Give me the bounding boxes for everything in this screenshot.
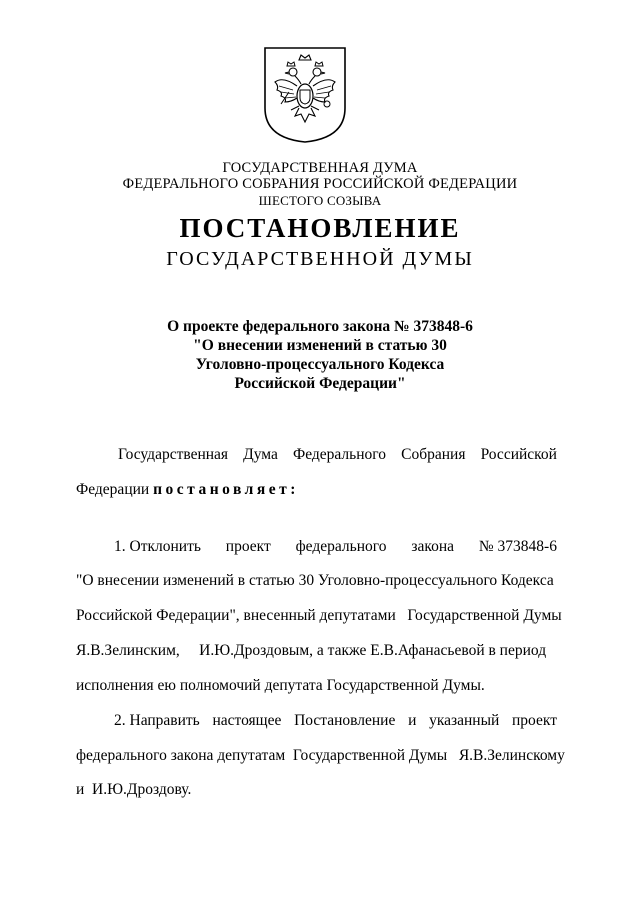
subject-line-2: "О внесении изменений в статью 30 [193,337,447,354]
item-2-word: Постановление [294,712,396,729]
preamble-word: Российской [480,446,557,463]
item-2-word: и [408,712,417,729]
item-1-line-4: Я.В.Зелинским, И.Ю.Дроздовым, а также Е.В.Афанасьевой в период [76,642,547,659]
item-1-line-5: исполнения ею полномочий депутата Государственной Думы. [76,677,485,694]
item-2-line-3: и И.Ю.Дроздову. [76,781,192,798]
item-1-word: федерального [295,538,387,555]
item-2-word: настоящее [212,712,282,729]
preamble-line-1 [118,446,557,464]
item-2-word: проект [512,712,557,729]
convocation-line: ШЕСТОГО СОЗЫВА [258,193,382,208]
item-2-line-1 [114,712,557,730]
item-1-line-2: "О внесении изменений в статью 30 Уголовно-процессуального Кодекса [76,572,554,589]
org-name-line-1: ГОСУДАРСТВЕННАЯ ДУМА [222,160,418,176]
preamble-federation: Федерации [76,481,150,498]
preamble-word: Государственная [118,446,229,463]
subject-block [0,317,640,393]
item-2-word: 2. Направить [114,712,200,729]
item-1-word: проект [225,538,271,555]
subject-line-4: Российской Федерации" [234,375,406,392]
preamble-word: Дума [243,446,278,463]
item-1-word: 1. Отклонить [114,538,201,555]
russian-coat-of-arms-icon [263,46,347,144]
item-1-word: № 373848-6 [478,538,557,555]
resolves-verb: постановляет: [153,481,299,498]
preamble-word: Федерального [292,446,387,463]
subject-line-3: Уголовно-процессуального Кодекса [195,356,445,373]
item-1-line-1 [114,538,557,556]
subject-line-1: О проекте федерального закона № 373848-6 [167,318,473,335]
item-2-word: указанный [429,712,500,729]
preamble-word: Собрания [401,446,466,463]
preamble-line-2 [76,481,557,499]
item-1-word: закона [411,538,455,555]
item-2-line-2: федерального закона депутатам Государственной Думы Я.В.Зелинскому [76,747,565,764]
item-1-line-3: Российской Федерации", внесенный депутатами Государственной Думы [76,607,562,624]
document-type-title: ПОСТАНОВЛЕНИЕ [179,213,461,243]
document-issuer-title: ГОСУДАРСТВЕННОЙ ДУМЫ [166,248,474,270]
org-name-line-2: ФЕДЕРАЛЬНОГО СОБРАНИЯ РОССИЙСКОЙ ФЕДЕРАЦИИ [122,176,518,192]
